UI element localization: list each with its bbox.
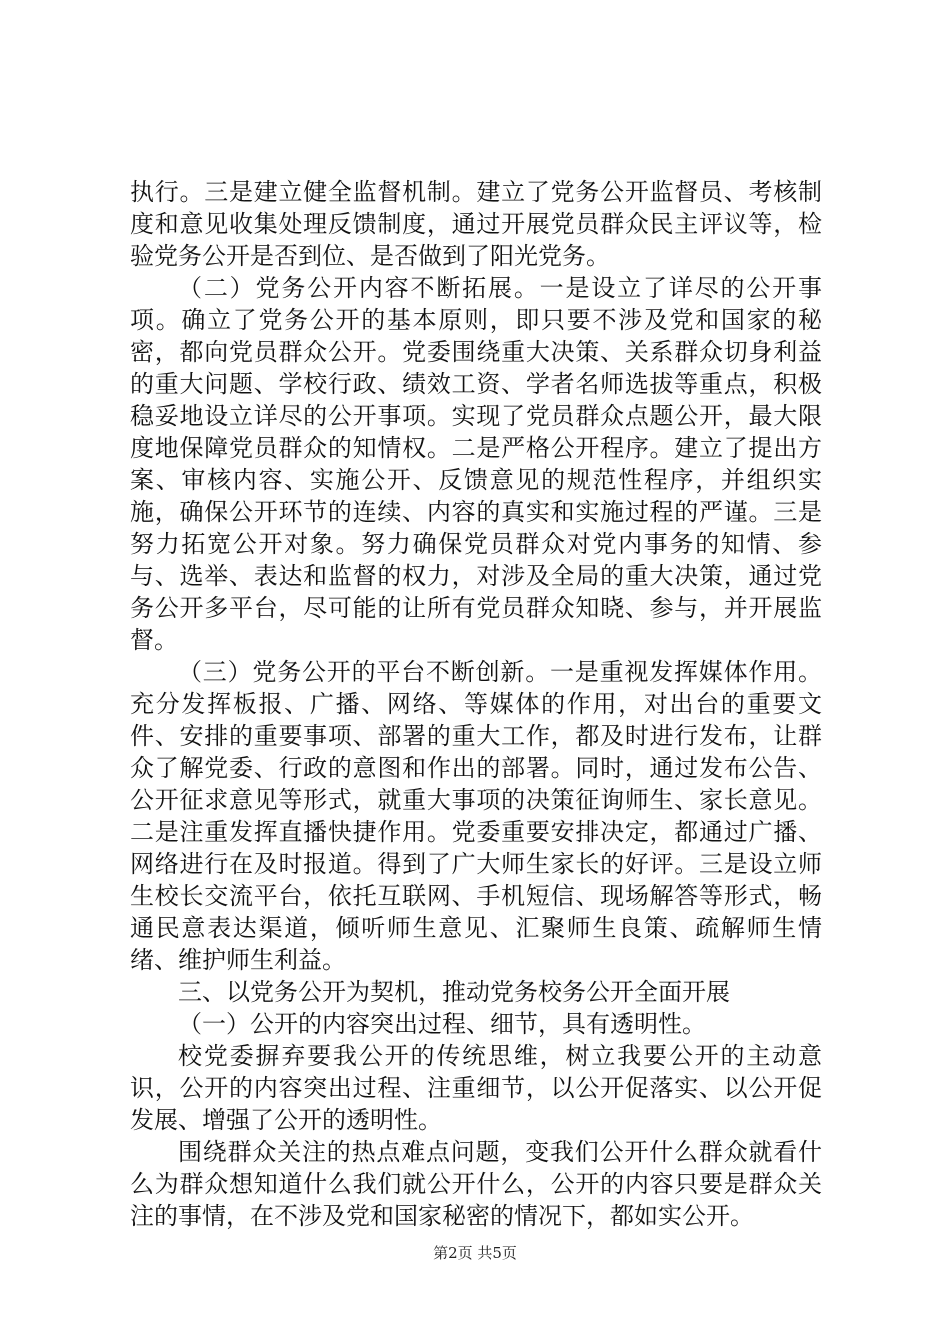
page-number-footer: 第2页 共5页 — [433, 1244, 517, 1262]
section-heading: 三、以党务公开为契机，推动党务校务公开全面开展 — [178, 978, 730, 1006]
paragraph-6: 校党委摒弃要我公开的传统思维，树立我要公开的主动意识，公开的内容突出过程、注重细节，以公开促落实、以公开促发展、增强了公开的透明性。 — [130, 1042, 822, 1134]
paragraph-3: （三）党务公开的平台不断创新。一是重视发挥媒体作用。充分发挥板报、广播、网络、等媒体的作用，对出台的重要文件、安排的重要事项、部署的重大工作，都及时进行发布，让群众了解党委、行政的意图和作出的部署。同时，通过发布公告、公开征求意见等形式，就重大事项的决策征询师生、家长意见。二是注重发挥直播快捷作用。党委重要安排决定，都通过广播、网络进行在及时报道。得到了广大师生家长的好评。三是设立师生校长交流平台，依托互联网、手机短信、现场解答等形式，畅通民意表达渠道，倾听师生意见、汇聚师生良策、疏解师生情绪、维护师生利益。 — [130, 658, 822, 974]
paragraph-7: 围绕群众关注的热点难点问题，变我们公开什么群众就看什么为群众想知道什么我们就公开什么，公开的内容只要是群众关注的事情，在不涉及党和国家秘密的情况下，都如实公开。 — [130, 1138, 822, 1230]
subsection-heading: （一）公开的内容突出过程、细节，具有透明性。 — [178, 1010, 706, 1038]
paragraph-1: 执行。三是建立健全监督机制。建立了党务公开监督员、考核制度和意见收集处理反馈制度，通过开展党员群众民主评议等，检验党务公开是否到位、是否做到了阳光党务。 — [130, 178, 822, 270]
document-body — [130, 176, 822, 1232]
paragraph-2: （二）党务公开内容不断拓展。一是设立了详尽的公开事项。确立了党务公开的基本原则，即只要不涉及党和国家的秘密，都向党员群众公开。党委围绕重大决策、关系群众切身利益的重大问题、学校行政、绩效工资、学者名师选拔等重点，积极稳妥地设立详尽的公开事项。实现了党员群众点题公开，最大限度地保障党员群众的知情权。二是严格公开程序。建立了提出方案、审核内容、实施公开、反馈意见的规范性程序，并组织实施，确保公开环节的连续、内容的真实和实施过程的严谨。三是努力拓宽公开对象。努力确保党员群众对党内事务的知情、参与、选举、表达和监督的权力，对涉及全局的重大决策，通过党务公开多平台，尽可能的让所有党员群众知晓、参与，并开展监督。 — [130, 274, 822, 654]
